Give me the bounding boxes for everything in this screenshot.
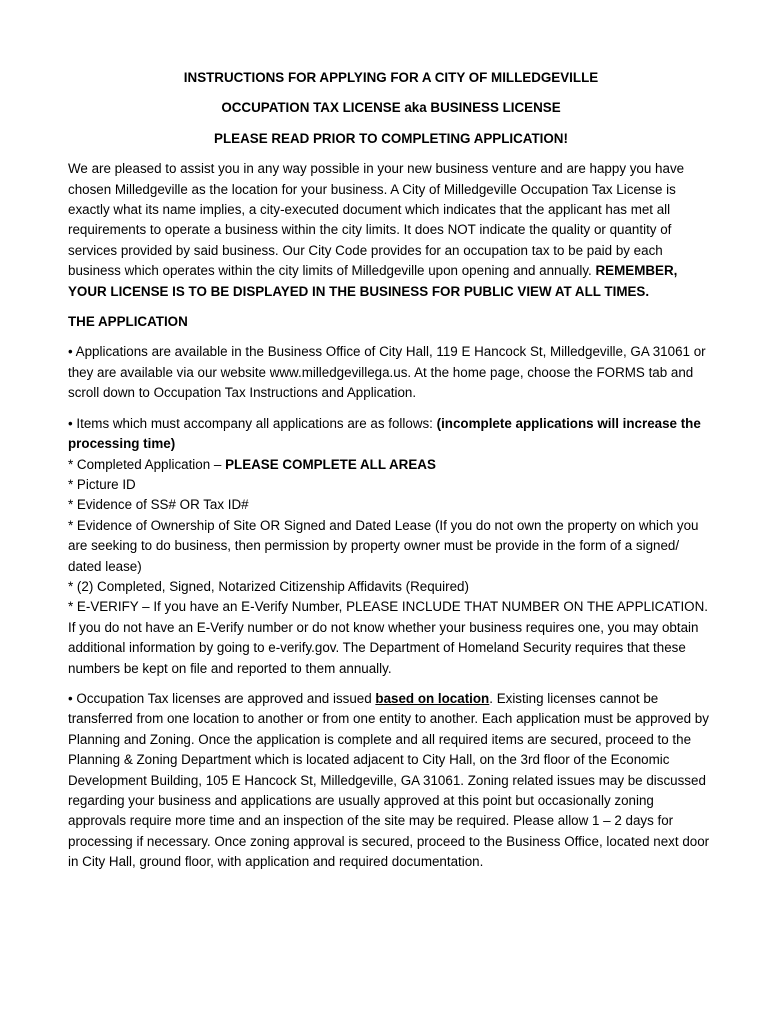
intro-paragraph — [68, 159, 714, 302]
list-item: * Evidence of Ownership of Site OR Signed and Dated Lease (If you do not own the property on which you are seeking to do business, then permission by property owner must be provide in the form of a signed/ dated lease) — [68, 517, 699, 574]
list-item: * E-VERIFY – If you have an E-Verify Number, PLEASE INCLUDE THAT NUMBER ON THE APPLICATION. If you do not have an E-Verify number or do not know whether your business requires one, you may obtain additional information by going to e-verify.gov. The Department of Homeland Security requires that these numbers be kept on file and reported to them annually. — [68, 599, 708, 676]
read-prior-notice: PLEASE READ PRIOR TO COMPLETING APPLICATION! — [214, 130, 568, 146]
based-on-location-text: based on location — [375, 690, 490, 706]
availability-paragraph: • Applications are available in the Business Office of City Hall, 119 E Hancock St, Milledgeville, GA 31061 or they are available via our website www.milledgevillega.us. At the home page, choose the FORMS tab and scroll down to Occupation Tax Instructions and Application. — [68, 344, 706, 401]
document-subtitle: OCCUPATION TAX LICENSE aka BUSINESS LICENSE — [221, 100, 561, 116]
list-item: * (2) Completed, Signed, Notarized Citizenship Affidavits (Required) — [68, 578, 469, 594]
document-title: INSTRUCTIONS FOR APPLYING FOR A CITY OF MILLEDGEVILLE — [183, 70, 599, 85]
list-item: * Picture ID — [68, 476, 136, 492]
application-heading: THE APPLICATION — [68, 314, 188, 330]
required-items-paragraph — [68, 414, 714, 679]
intro-text: We are pleased to assist you in any way possible in your new business venture and are happy you have chosen Milledgeville as the location for your business. A City of Milledgeville Occupation Tax License is exactly what its name implies, a city-executed document which indicates that the applicant has met all requirements to operate a business within the city limits. It does NOT indicate the quality or quantity of services provided by said business. Our City Code provides for an occupation tax to be paid by each business which operates within the city limits of Milledgeville upon opening and annually. — [68, 161, 685, 279]
location-paragraph: • Occupation Tax licenses are approved and issued based on location. Existing licenses cannot be transferred from one location to another or from one entity to another. Each application must be approved by Planning and Zoning. Once the application is complete and all required items are secured, proceed to the Planning & Zoning Department which is located adjacent to City Hall, on the 3rd floor of the Economic Development Building, 105 E Hancock St, Milledgeville, GA 31061. Zoning related issues may be discussed regarding your business and applications are usually approved at this point but occasionally zoning approvals require more time and an inspection of the site may be required. Please allow 1 – 2 days for processing if necessary. Once zoning approval is secured, proceed to the Business Office, located next door in City Hall, ground floor, with application and required documentation. — [68, 690, 710, 870]
list-item: * Completed Application – PLEASE COMPLETE ALL AREAS — [68, 456, 436, 472]
intro-emphasis: REMEMBER, YOUR LICENSE IS TO BE DISPLAYED IN THE BUSINESS FOR PUBLIC VIEW AT ALL TIMES. — [68, 263, 678, 299]
required-items-intro: • Items which must accompany all applications are as follows: (incomplete applications will increase the processing time) — [68, 415, 701, 452]
list-item: * Evidence of SS# OR Tax ID# — [68, 497, 249, 513]
